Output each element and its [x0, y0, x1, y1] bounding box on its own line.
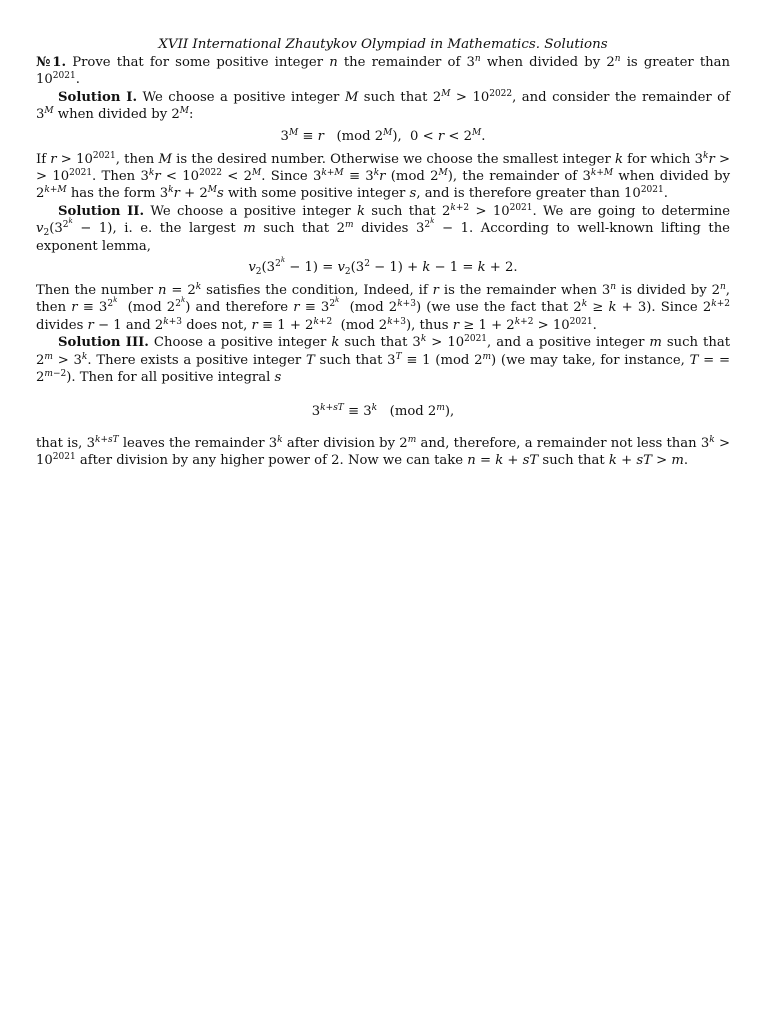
page-header: XVII International Zhautykov Olympiad in Mathematics. Solutions: [158, 37, 608, 52]
solution-2-lte-formula: $v_2(3^{2^k} - 1) = v_2(3^2 - 1) + k - 1 = k + 2$.: [248, 256, 518, 278]
problem-number: №1.: [36, 55, 67, 70]
solution-1-intro: Solution I. We choose a positive integer M such that $2^M > 10^{2022}$, and consider the remainder of $3^M$ when divided by $2^M$:: [36, 88, 730, 123]
solution-2-intro: Solution II. We choose a positive integer k such that $2^{k+2} > 10^{2021}$. We are going to determine $v_2(3^{2^k} - 1)$, i. e. the largest m such that 2$^m$ divides $3^{2^k} - 1$. According to well-known lifting the exponent lemma,: [36, 202, 730, 254]
solution-3-label: Solution III.: [58, 335, 149, 351]
solution-3-intro: Solution III. Choose a positive integer k such that $3^k > 10^{2021}$, and a positive integer m such that $2^m > 3^k$. There exists a positive integer T such that $3^T \equiv 1$ (mod 2$^m$) (we may take, for instance, T = = $2^{m-2}$). Then for all positive integral s: [36, 334, 731, 386]
solution-3-body: that is, $3^{k+sT}$ leaves the remainder 3$^k$ after division by 2$^m$ and, therefore, a remainder not less than $3^k > 10^{2021}$ after division by any higher power of 2. Now we can take n = k + sT such that k + sT > m.: [36, 434, 731, 468]
solution-3-congruence: $3^{k+sT} \equiv 3^k$ (mod 2$^m$),: [311, 402, 455, 419]
solution-1-congruence: $3^M \equiv r$ (mod $2^M$), $0 < r < 2^M$.: [280, 127, 486, 144]
solution-2-label: Solution II.: [58, 203, 145, 219]
solution-1-body: If $r > 10^{2021}$, then M is the desired number. Otherwise we choose the smallest integer k for which $3^kr$ > > $10^{2021}$. Then $3^kr < 10^{2022} < 2^M$. Since $3^{k+M} \equiv 3^kr$ (mod $2^M$), the remainder of $3^{k+M}$ when divided by $2^{k+M}$ has the form $3^kr + 2^Ms$ with some positive integer s, and is therefore greater than $10^{2021}$.: [36, 150, 731, 202]
solution-1-label: Solution I.: [58, 89, 138, 105]
problem-statement: №1. Prove that for some positive integer n the remainder of 3$^n$ when divided by 2$^n$ is greater than $10^{2021}$.: [36, 54, 730, 88]
solution-2-body: Then the number $n = 2^k$ satisfies the condition, Indeed, if r is the remainder when 3$^n$ is divided by 2$^n$, then $r \equiv 3^{2^k}$ (mod $2^{2^k}$) and therefore $r \equiv 3^{2^k}$ (mod $2^{k+3}$) (we use the fact that $2^k \ge k + 3$). Since $2^{k+2}$ divides r − 1 and $2^{k+3}$ does not, $r \equiv 1 + 2^{k+2}$ (mod $2^{k+3}$), thus $r \ge 1 + 2^{k+2} > 10^{2021}$.: [36, 282, 731, 333]
solutions-page: [36, 36, 730, 469]
